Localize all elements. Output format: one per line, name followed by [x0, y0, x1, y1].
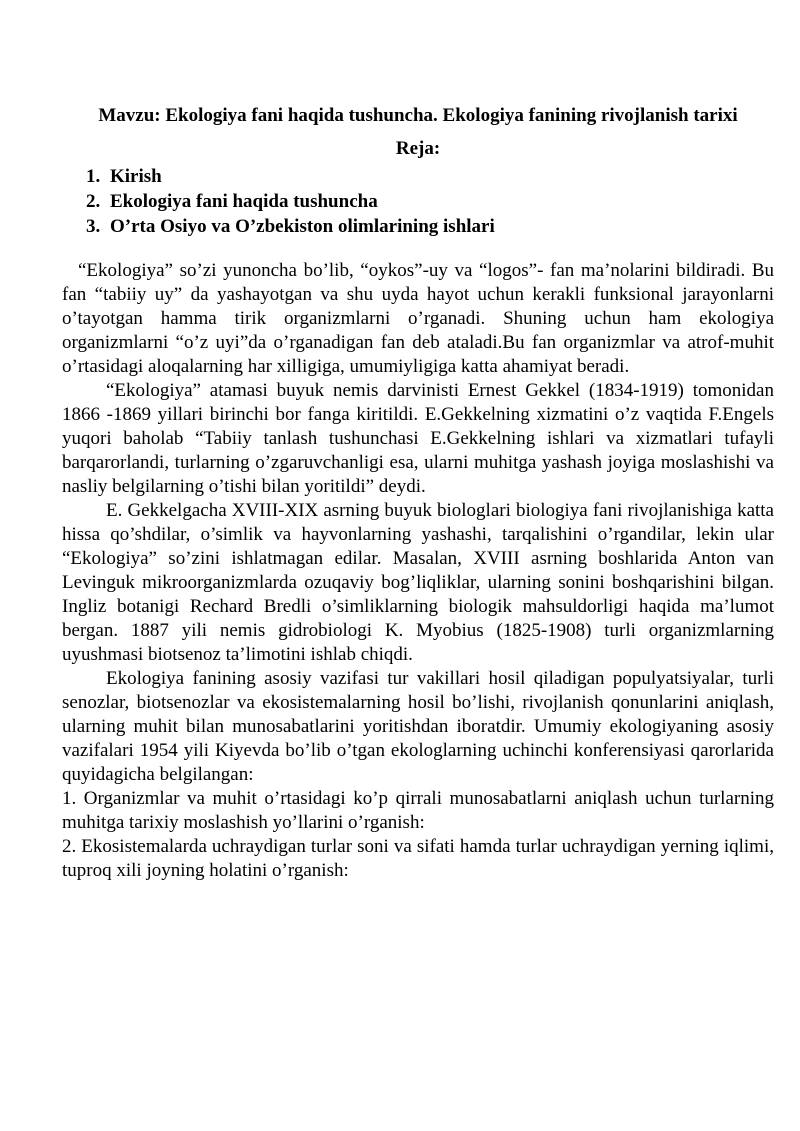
plan-item [86, 189, 774, 214]
paragraph: “Ekologiya” atamasi buyuk nemis darvinisti Ernest Gekkel (1834-1919) tomonidan 1866 -1869 yillari birinchi bor fanga kiritildi. E.Gekkelning xizmatini o’z vaqtida F.Engels yuqori baholab “Tabiiy tanlash tushunchasi E.Gekkelning ishlari va xizmatlari tufayli barqarorlandi, turlarning o’zgaruvchanligi esa, ularni muhitga yashash joyiga moslashishi va nasliy belgilarning o’tishi bilan yoritildi” deydi. [62, 380, 774, 497]
paragraph: E. Gekkelgacha XVIII-XIX asrning buyuk biologlari biologiya fani rivojlanishiga katta hissa qo’shdilar, o’simlik va hayvonlarning yashashi, tarqalishini o’rgandilar, lekin ular “Ekologiya” so’zini ishlatmagan edilar. Masalan, XVIII asrning boshlarida Anton van Levinguk mikroorganizmlarda ozuqaviy bog’liqliklar, ularning sonini boshqarishini bilgan. Ingliz botanigi Rechard Bredli o’simliklarning biologik mahsuldorligi haqida ma’lumot bergan. 1887 yili nemis gidrobiologi K. Myobius (1825-1908) turli organizmlarning uyushmasi biotsenoz ta’limotini ishlab chiqdi. [62, 500, 774, 665]
plan-item-number: 2. [86, 191, 101, 212]
numbered-item: 1. Organizmlar va muhit o’rtasidagi ko’p qirrali munosabatlarni aniqlash uchun turlarning muhitga tarixiy moslashish yo’llarini o’rganish: [62, 788, 774, 833]
plan-item-number: 3. [86, 216, 101, 237]
plan-item-number: 1. [86, 166, 101, 187]
paragraph: “Ekologiya” so’zi yunoncha bo’lib, “oykos”-uy va “logos”- fan ma’nolarini bildiradi. Bu fan “tabiiy uy” da yashayotgan va shu uyda hayot uchun kerakli funksional jarayonlarni o’tayotgan hamma tirik organizmlarni o’rganadi. Shuning uchun ham ekologiya organizmlarni “o’z uyi”da o’rganadigan fan deb ataladi.Bu fan organizmlar va atrof-muhit o’rtasidagi aloqalarning har xilligiga, umumiyligiga katta ahamiyat beradi. [62, 260, 774, 377]
plan-item [86, 164, 774, 189]
plan-item [86, 214, 774, 239]
plan-heading: Reja: [395, 138, 441, 159]
paragraph: Ekologiya fanining asosiy vazifasi tur vakillari hosil qiladigan populyatsiyalar, turli senozlar, biotsenozlar va ekosistemalarning hosil bo’lishi, rivojlanish qonunlarini aniqlash, ularning muhit bilan munosabatlarini yoritishdan iboratdir. Umumiy ekologiyaning asosiy vazifalari 1954 yili Kiyevda bo’lib o’tgan ekologlarning uchinchi konferensiyasi qarorlarida quyidagicha belgilangan: [62, 668, 774, 785]
plan-item-text: Kirish [110, 166, 162, 187]
plan-list [62, 164, 774, 239]
document-page [62, 98, 774, 883]
plan-item-text: O’rta Osiyo va O’zbekiston olimlarining ishlari [110, 216, 495, 237]
document-title: Mavzu: Ekologiya fani haqida tushuncha. Ekologiya fanining rivojlanish tarixi [98, 105, 738, 126]
plan-item-text: Ekologiya fani haqida tushuncha [110, 191, 378, 212]
body-text [62, 259, 774, 883]
numbered-item: 2. Ekosistemalarda uchraydigan turlar soni va sifati hamda turlar uchraydigan yerning iqlimi, tuproq xili joyning holatini o’rganish: [62, 836, 774, 881]
